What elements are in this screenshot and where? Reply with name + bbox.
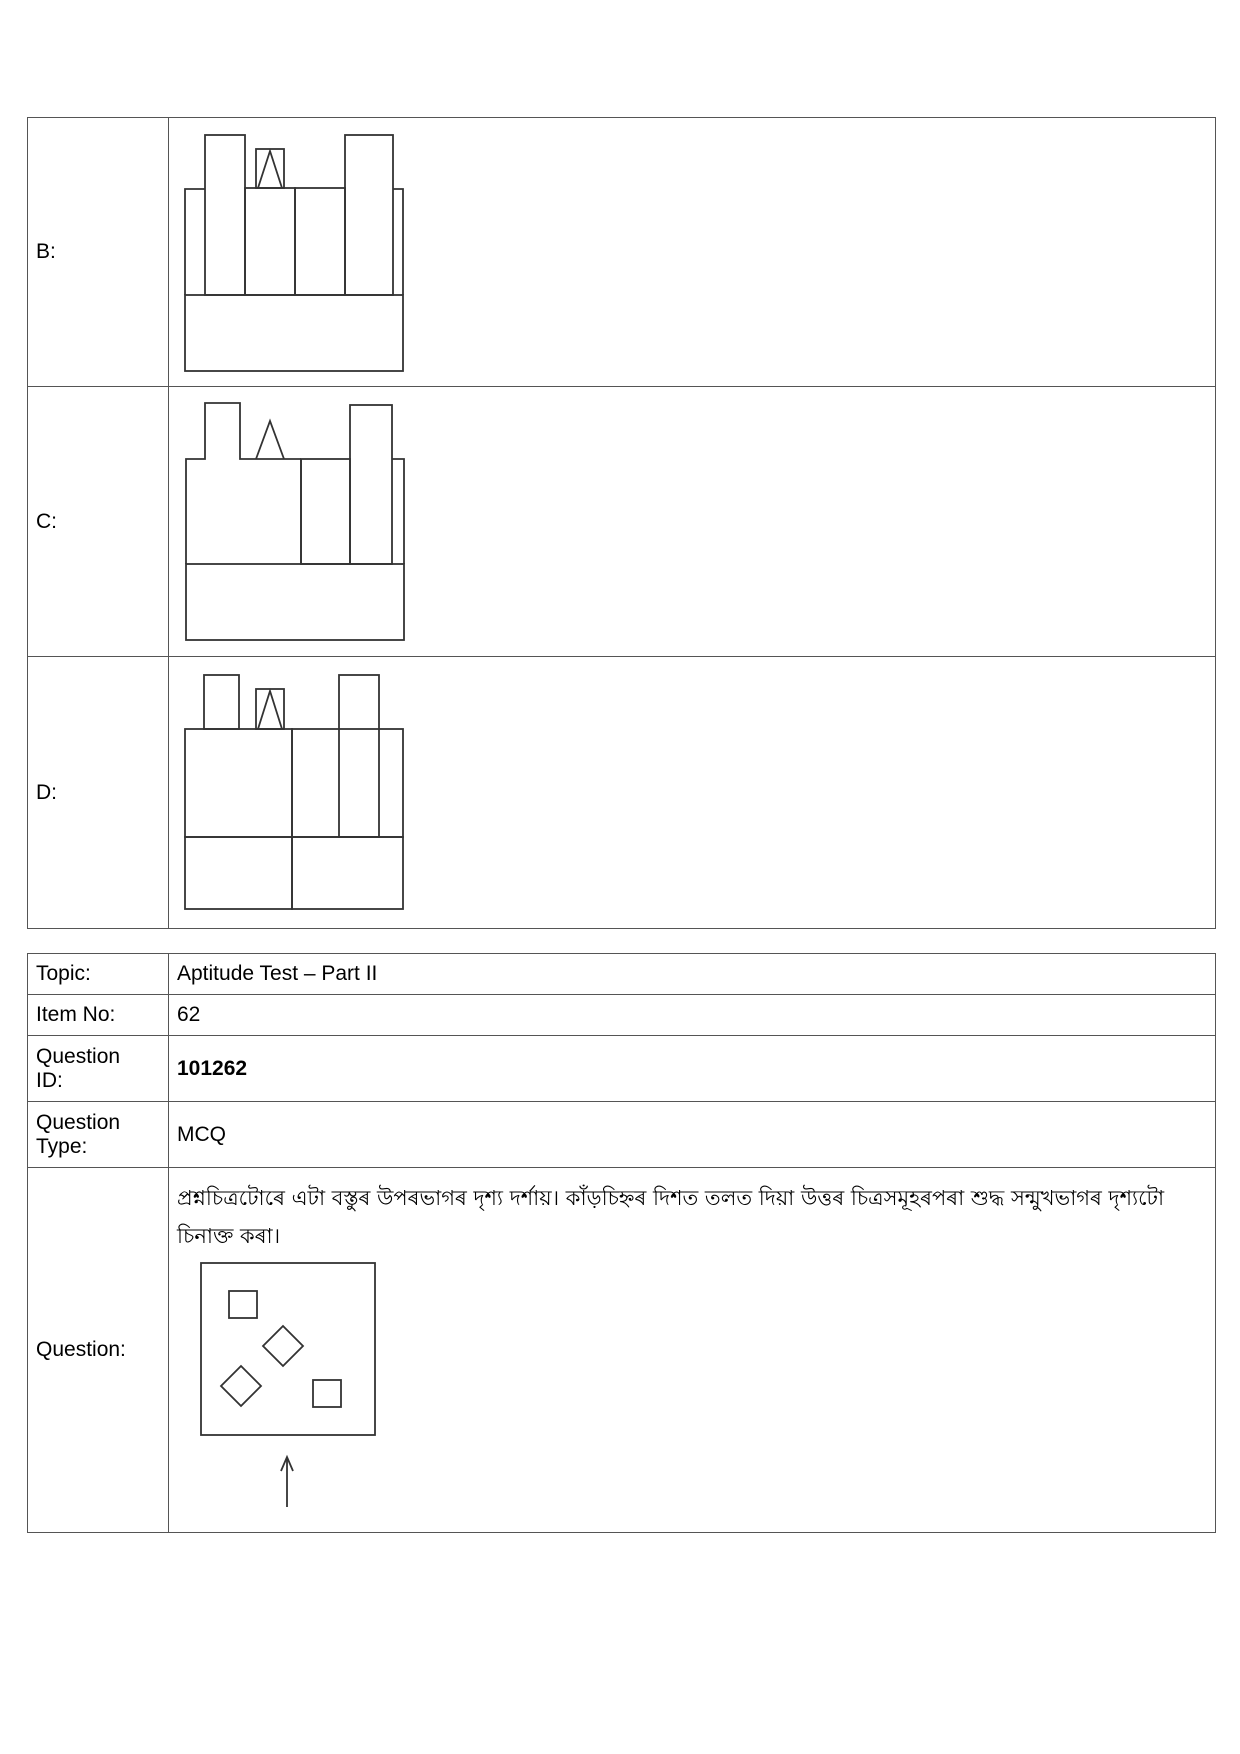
right-side-wall [392, 459, 404, 564]
option-figure-cell-d [169, 657, 1216, 929]
options-table [27, 117, 1216, 929]
option-c-figure [169, 387, 429, 656]
top-view-outline [201, 1263, 375, 1435]
option-b-figure [169, 118, 429, 386]
option-label-c: C: [28, 387, 169, 657]
upper-right-block [292, 729, 403, 837]
question-type-label [28, 1102, 169, 1168]
option-row-c [28, 387, 1216, 657]
square-bottom-right [313, 1380, 341, 1407]
right-tower [345, 135, 393, 295]
middle-block-left [245, 188, 295, 295]
question-top-view-figure [191, 1261, 381, 1511]
small-peak [258, 691, 282, 729]
right-side-wall [393, 189, 403, 295]
topic-row [28, 954, 1216, 995]
question-type-value: MCQ [169, 1102, 1216, 1168]
topic-label: Topic: [28, 954, 169, 995]
left-stepped-outline [186, 403, 301, 564]
small-peak [256, 421, 284, 459]
option-d-figure [169, 657, 429, 928]
question-id-label-line1: Question [36, 1044, 121, 1068]
diamond-center [263, 1326, 303, 1366]
item-no-label: Item No: [28, 995, 169, 1036]
item-no-row [28, 995, 1216, 1036]
option-figure-cell-b [169, 118, 1216, 387]
left-small-tower [204, 675, 239, 729]
lower-left-block [185, 837, 292, 909]
base-block [185, 295, 403, 371]
lower-right-block [292, 837, 403, 909]
topic-value: Aptitude Test – Part II [169, 954, 1216, 995]
base-block [186, 564, 404, 640]
question-type-label-line2: Type: [36, 1134, 88, 1158]
right-tower [339, 675, 379, 837]
item-no-value: 62 [169, 995, 1216, 1036]
question-type-row [28, 1102, 1216, 1168]
question-content-cell [169, 1168, 1216, 1533]
question-type-label-line1: Question [36, 1110, 121, 1134]
option-figure-cell-c [169, 387, 1216, 657]
middle-right-block [301, 459, 350, 564]
question-label: Question: [28, 1168, 169, 1533]
question-text: প্ৰশ্নচিত্ৰটোৰে এটা বস্তুৰ উপৰভাগৰ দৃশ্য দৰ্শায়। কাঁড়চিহ্নৰ দিশত তলত দিয়া উত্তৰ চিত্ৰসমূহৰপৰা শুদ্ধ সন্মুখভাগৰ দৃশ্যটো চিনাক্ত কৰা। [177, 1186, 1165, 1248]
right-tower [350, 405, 392, 564]
question-row [28, 1168, 1216, 1533]
middle-block-right [295, 188, 345, 295]
square-top-left [229, 1291, 257, 1318]
option-row-b [28, 118, 1216, 387]
question-id-value: 101262 [169, 1036, 1216, 1102]
question-info-table [27, 953, 1216, 1533]
upper-left-block [185, 729, 292, 837]
question-id-row [28, 1036, 1216, 1102]
option-label-d: D: [28, 657, 169, 929]
left-side-wall [185, 189, 205, 295]
option-label-b: B: [28, 118, 169, 387]
option-row-d [28, 657, 1216, 929]
left-tower [205, 135, 245, 295]
diamond-bottom-left [221, 1366, 261, 1406]
small-peak [258, 151, 282, 188]
question-id-label-line2: ID: [36, 1068, 63, 1092]
question-id-label [28, 1036, 169, 1102]
